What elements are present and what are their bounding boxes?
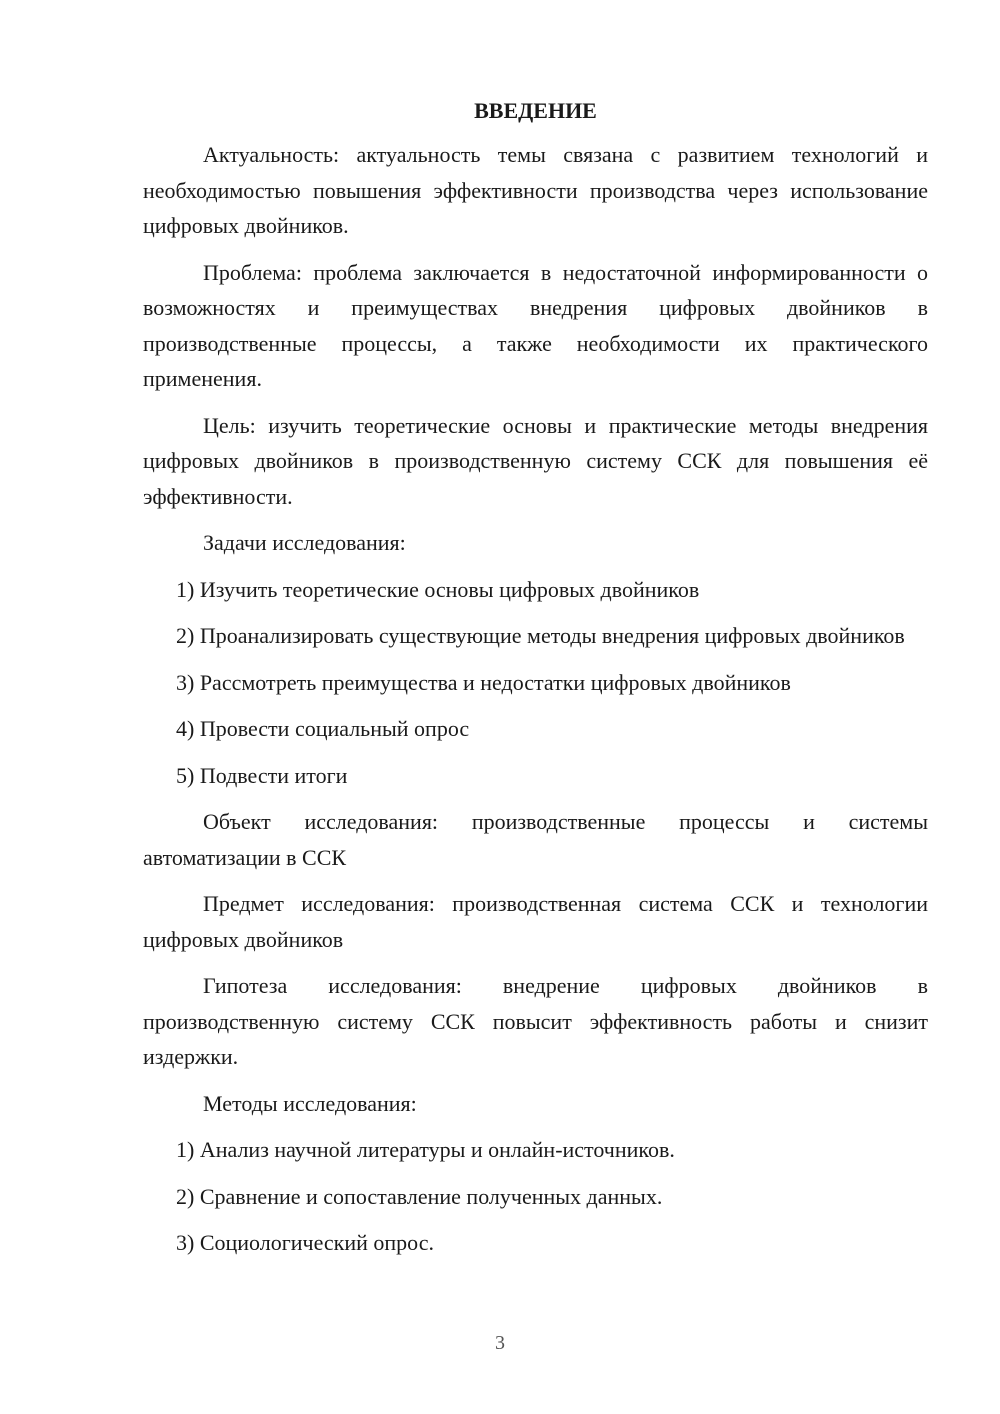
subject-paragraph: Предмет исследования: производственная система ССК и технологии цифровых двойников (143, 891, 928, 952)
page-number: 3 (495, 1332, 505, 1354)
document-page (143, 96, 928, 1272)
problem-paragraph: Проблема: проблема заключается в недостаточной информированности о возможностях и преимуществах внедрения цифровых двойников в производственные процессы, а также необходимости их практического применения. (143, 259, 928, 391)
task-item: 4) Провести социальный опрос (176, 716, 470, 741)
method-item: 2) Сравнение и сопоставление полученных данных. (176, 1183, 663, 1209)
task-item: 1) Изучить теоретические основы цифровых двойников (176, 576, 700, 602)
relevance-paragraph: Актуальность: актуальность темы связана с развитием технологий и необходимостью повышения эффективности производства через использование цифровых двойников. (143, 142, 928, 238)
methods-heading: Методы исследования: (203, 1090, 417, 1116)
method-item: 1) Анализ научной литературы и онлайн-источников. (176, 1137, 675, 1162)
task-item: 2) Проанализировать существующие методы внедрения цифровых двойников (176, 623, 905, 648)
task-item: 3) Рассмотреть преимущества и недостатки цифровых двойников (176, 669, 791, 695)
object-paragraph: Объект исследования: производственные процессы и системы автоматизации в ССК (143, 809, 928, 870)
task-item: 5) Подвести итоги (176, 762, 348, 788)
goal-paragraph: Цель: изучить теоретические основы и практические методы внедрения цифровых двойников в производственную систему ССК для повышения её эффективности. (143, 412, 928, 509)
page-title: ВВЕДЕНИЕ (474, 98, 597, 123)
tasks-heading: Задачи исследования: (203, 530, 406, 555)
method-item: 3) Социологический опрос. (176, 1230, 434, 1255)
hypothesis-paragraph: Гипотеза исследования: внедрение цифровых двойников в производственную систему ССК повысит эффективность работы и снизит издержки. (143, 973, 928, 1069)
